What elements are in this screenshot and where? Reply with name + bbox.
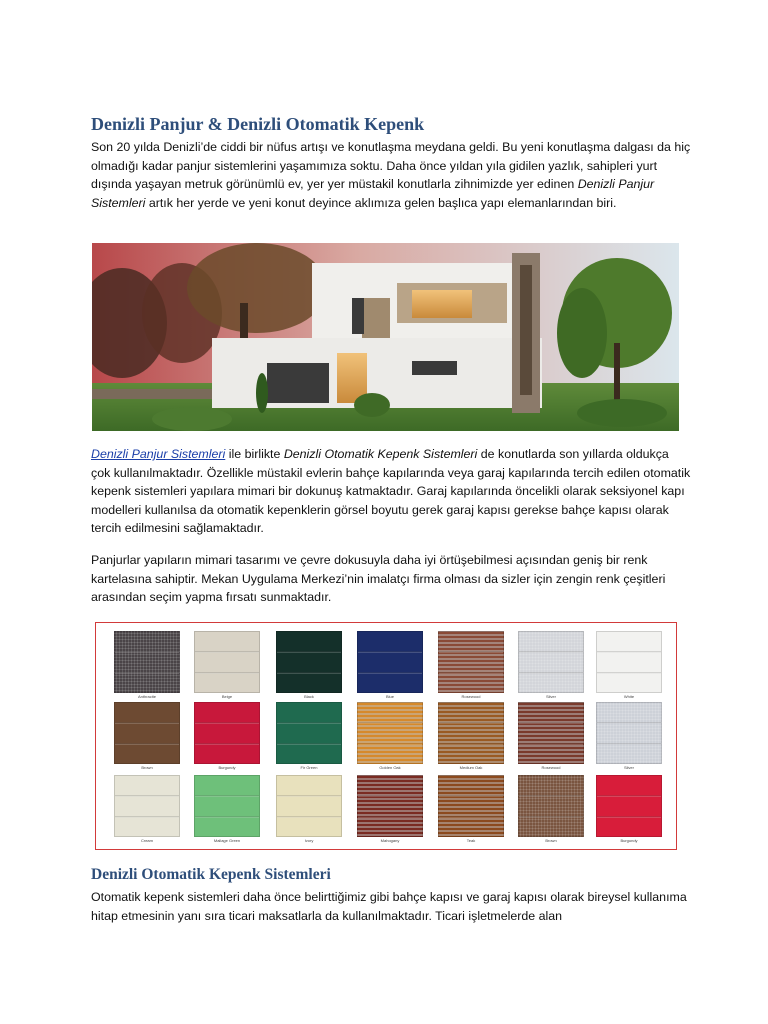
swatch-panel-lines [195,776,259,836]
color-swatch [518,775,584,837]
swatch-label: Silver [545,694,556,699]
swatch-label: Medium Oak [459,765,483,770]
color-swatch [596,775,662,837]
swatch-label: Silver [623,765,634,770]
page-title: Denizli Panjur & Denizli Otomatik Kepenk [91,114,425,134]
swatch-label: Black [304,694,314,699]
color-swatch [596,631,662,693]
color-swatch [438,702,504,764]
swatch-label: Brown [141,765,153,770]
color-swatch [194,631,260,693]
intro-text-b: artık her yerde ve yeni konut deyince aklımıza gelen başlıca yapı elemanlarından biri. [145,195,617,210]
color-swatch [596,702,662,764]
color-swatch-palette [95,622,677,850]
swatch-panel-lines [358,632,422,692]
swatch-label: Brown [545,838,557,843]
systems-text-b: de konutlarda son yıllarda oldukça çok kullanılmaktadır. Özellikle müstakil evlerin bahçe kapılarında veya garaj kapılarında tercih edilen otomatik kepenk sistemleri yapılara mimari bir dokunuş katmaktadır. Garaj kapılarında öncelikli olarak seksiyonel kapı modelleri kullanılsa da otomatik kepenklerin görsel boyutu gerek garaj kapısı gerekse bahçe kapısı olarak tercih edilmesini sağlamaktadır. [91,447,691,536]
systems-italic-phrase: Denizli Otomatik Kepenk Sistemleri [283,447,478,461]
color-swatch [518,702,584,764]
swatch-panel-lines [277,632,341,692]
intro-text-a: Son 20 yılda Denizli’de ciddi bir nüfus artışı ve konutlaşma meydana geldi. Bu yeni konutlaşma dalgası da hiç olmadığı kadar panjur sistemlerini yaşamımıza soktu. Daha önce yıldan yıla gidilen yazlık, sahipleri yurt dışında yaşayan metruk görünümlü ev, yer yer müstakil konutlarla zihnimizde yer edinen [91,140,691,192]
color-swatch [357,631,423,693]
swatch-panel-lines [439,776,503,836]
swatch-panel-lines [358,703,422,763]
swatch-panel-lines [439,632,503,692]
color-swatch [194,702,260,764]
systems-paragraph [91,445,691,538]
swatch-panel-lines [519,632,583,692]
swatch-panel-lines [519,776,583,836]
section-subtitle: Denizli Otomatik Kepenk Sistemleri [91,866,331,883]
swatch-label: Fir Green [300,765,318,770]
swatch-label: Mahogany [380,838,400,843]
panjur-systems-link[interactable]: Denizli Panjur Sistemleri [91,447,226,461]
color-paragraph: Panjurlar yapıların mimari tasarımı ve çevre dokusuyla daha iyi örtüşebilmesi açısından geniş bir renk kartelasına sahiptir. Mekan Uygulama Merkezi’nin imalatçı firma olması da sizler için zengin renk çeşitleri arasından seçim yapma fırsatı sunmaktadır. [91,553,666,605]
kepenk-paragraph: Otomatik kepenk sistemleri daha önce belirttiğimiz gibi bahçe kapısı ve garaj kapısı olarak bireysel kullanıma hitap etmesinin yanı sıra ticari maksatlarla da kullanılmaktadır. Ticari işletmelerde alan [91,890,687,923]
house-photo [92,243,679,431]
color-swatch [194,775,260,837]
swatch-panel-lines [439,703,503,763]
swatch-panel-lines [277,703,341,763]
color-swatch [438,775,504,837]
swatch-label: Burgundy [218,765,236,770]
swatch-label: Beige [221,694,233,699]
swatch-panel-lines [597,632,661,692]
swatch-panel-lines [195,703,259,763]
swatch-panel-lines [519,703,583,763]
color-swatch [357,702,423,764]
color-swatch [518,631,584,693]
swatch-panel-lines [195,632,259,692]
color-swatch [276,775,342,837]
swatch-label: Ivory [304,838,314,843]
color-swatch [438,631,504,693]
swatch-label: Anthracite [137,694,156,699]
color-swatch [357,775,423,837]
swatch-panel-lines [358,776,422,836]
swatch-label: Burgundy [620,838,638,843]
swatch-label: White [623,694,635,699]
swatch-panel-lines [115,776,179,836]
swatch-label: Golden Oak [379,765,401,770]
swatch-panel-lines [597,703,661,763]
swatch-label: Teak [466,838,476,843]
color-swatch [114,702,180,764]
color-swatch [276,702,342,764]
swatch-panel-lines [277,776,341,836]
intro-italic-phrase: Denizli Panjur Sistemleri [91,177,655,210]
systems-text-a: ile birlikte [225,447,284,461]
swatch-label: Rosewood [461,694,481,699]
swatch-panel-lines [115,703,179,763]
swatch-label: Rosewood [541,765,561,770]
swatch-panel-lines [115,632,179,692]
swatch-label: Blue [385,694,394,699]
intro-paragraph [91,138,691,212]
swatch-label: Cream [140,838,153,843]
color-swatch [114,631,180,693]
color-swatch [114,775,180,837]
color-swatch [276,631,342,693]
swatch-panel-lines [597,776,661,836]
swatch-label: Mallage Green [213,838,241,843]
